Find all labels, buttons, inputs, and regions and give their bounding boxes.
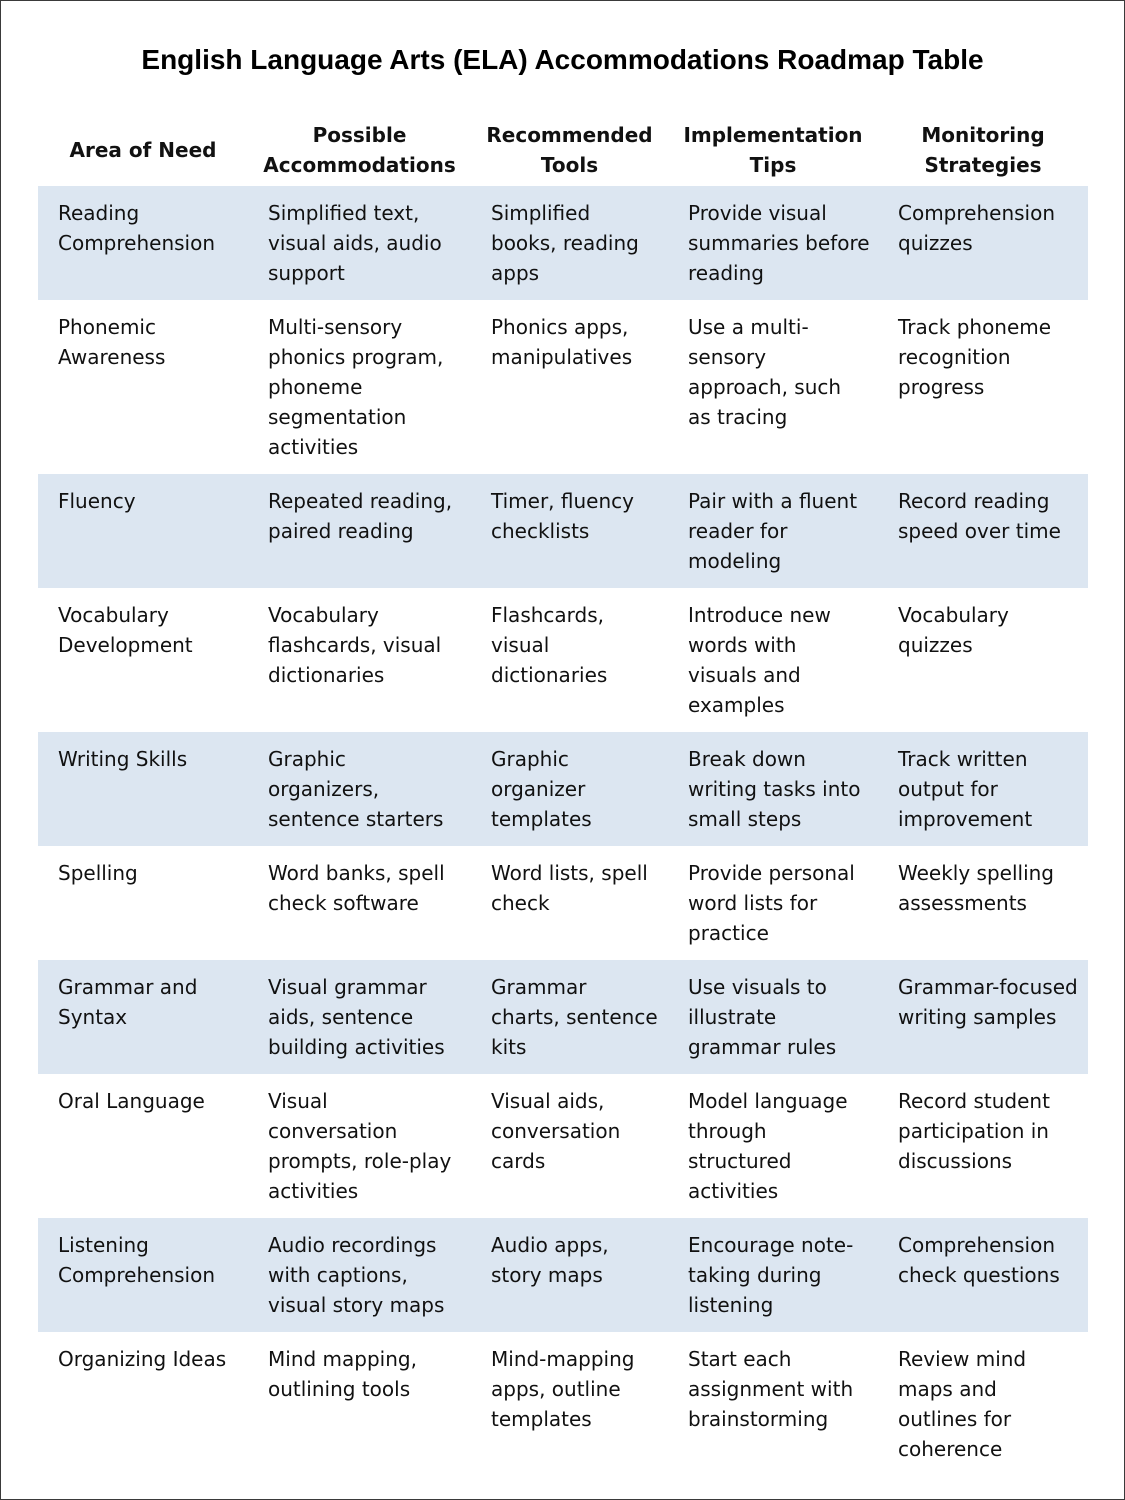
- table-row: [38, 846, 1088, 960]
- table-row: [38, 732, 1088, 846]
- cell-area: Spelling: [58, 861, 138, 885]
- table-row: [38, 186, 1088, 300]
- table-row: [38, 300, 1088, 474]
- accommodations-table: [38, 114, 1088, 1476]
- header-possible-accommodations: Possible Accommodations: [263, 123, 456, 177]
- table-row: [38, 474, 1088, 588]
- cell-tools: Grammar charts, sentence kits: [471, 960, 668, 1074]
- cell-area: Grammar and Syntax: [38, 960, 248, 1074]
- cell-monitoring: Track phoneme recognition progress: [898, 315, 1052, 399]
- cell-monitoring: Record reading speed over time: [878, 474, 1088, 588]
- cell-tips: Use a multi-sensory approach, such as tracing: [688, 315, 842, 429]
- cell-monitoring: Grammar-focused writing samples: [878, 960, 1088, 1074]
- cell-monitoring: Comprehension check questions: [878, 1218, 1088, 1332]
- cell-area: Fluency: [38, 474, 248, 588]
- header-recommended-tools: Recommended Tools: [486, 123, 653, 177]
- table-row: [38, 588, 1088, 732]
- header-area-of-need: Area of Need: [69, 138, 217, 162]
- cell-area: Writing Skills: [38, 732, 248, 846]
- cell-tips: Pair with a fluent reader for modeling: [668, 474, 878, 588]
- cell-tips: Provide personal word lists for practice: [688, 861, 855, 945]
- cell-monitoring: Vocabulary quizzes: [898, 603, 1009, 657]
- cell-tips: Provide visual summaries before reading: [668, 186, 878, 300]
- cell-accommodations: Visual conversation prompts, role-play activities: [268, 1089, 452, 1203]
- cell-accommodations: Word banks, spell check software: [268, 861, 445, 915]
- header-implementation-tips: Implementation Tips: [683, 123, 863, 177]
- cell-accommodations: Mind mapping, outlining tools: [268, 1347, 417, 1401]
- cell-tools: Audio apps, story maps: [471, 1218, 668, 1332]
- cell-tips: Encourage note-taking during listening: [668, 1218, 878, 1332]
- cell-tools: Mind-mapping apps, outline templates: [491, 1347, 635, 1431]
- cell-area: Organizing Ideas: [58, 1347, 227, 1371]
- table-row: [38, 960, 1088, 1074]
- cell-tools: Phonics apps, manipulatives: [491, 315, 633, 369]
- cell-area: Vocabulary Development: [58, 603, 193, 657]
- table-row: [38, 1074, 1088, 1218]
- table-header-row: [38, 114, 1088, 186]
- cell-accommodations: Graphic organizers, sentence starters: [248, 732, 471, 846]
- cell-tips: Break down writing tasks into small steps: [668, 732, 878, 846]
- cell-area: Listening Comprehension: [38, 1218, 248, 1332]
- cell-accommodations: Vocabulary flashcards, visual dictionaries: [268, 603, 442, 687]
- cell-tools: Visual aids, conversation cards: [491, 1089, 621, 1173]
- cell-monitoring: Comprehension quizzes: [878, 186, 1088, 300]
- cell-monitoring: Track written output for improvement: [878, 732, 1088, 846]
- cell-accommodations: Multi-sensory phonics program, phoneme segmentation activities: [268, 315, 444, 459]
- cell-accommodations: Repeated reading, paired reading: [248, 474, 471, 588]
- cell-tips: Use visuals to illustrate grammar rules: [668, 960, 878, 1074]
- cell-area: Oral Language: [58, 1089, 205, 1113]
- cell-tips: Introduce new words with visuals and examples: [688, 603, 831, 717]
- cell-area: Phonemic Awareness: [58, 315, 166, 369]
- cell-tools: Flashcards, visual dictionaries: [491, 603, 608, 687]
- cell-monitoring: Review mind maps and outlines for coherence: [898, 1347, 1027, 1461]
- cell-accommodations: Visual grammar aids, sentence building activities: [248, 960, 471, 1074]
- cell-tools: Word lists, spell check: [491, 861, 648, 915]
- cell-accommodations: Simplified text, visual aids, audio support: [248, 186, 471, 300]
- cell-accommodations: Audio recordings with captions, visual story maps: [248, 1218, 471, 1332]
- cell-tips: Start each assignment with brainstorming: [688, 1347, 854, 1431]
- document-title: English Language Arts (ELA) Accommodations Roadmap Table: [141, 44, 984, 75]
- cell-monitoring: Weekly spelling assessments: [898, 861, 1055, 915]
- table-row: [38, 1218, 1088, 1332]
- table-row: [38, 1332, 1088, 1476]
- cell-area: Reading Comprehension: [38, 186, 248, 300]
- cell-tools: Graphic organizer templates: [471, 732, 668, 846]
- header-monitoring-strategies: Monitoring Strategies: [921, 123, 1045, 177]
- cell-monitoring: Record student participation in discussions: [898, 1089, 1050, 1173]
- cell-tips: Model language through structured activities: [688, 1089, 848, 1203]
- cell-tools: Timer, fluency checklists: [471, 474, 668, 588]
- cell-tools: Simplified books, reading apps: [471, 186, 668, 300]
